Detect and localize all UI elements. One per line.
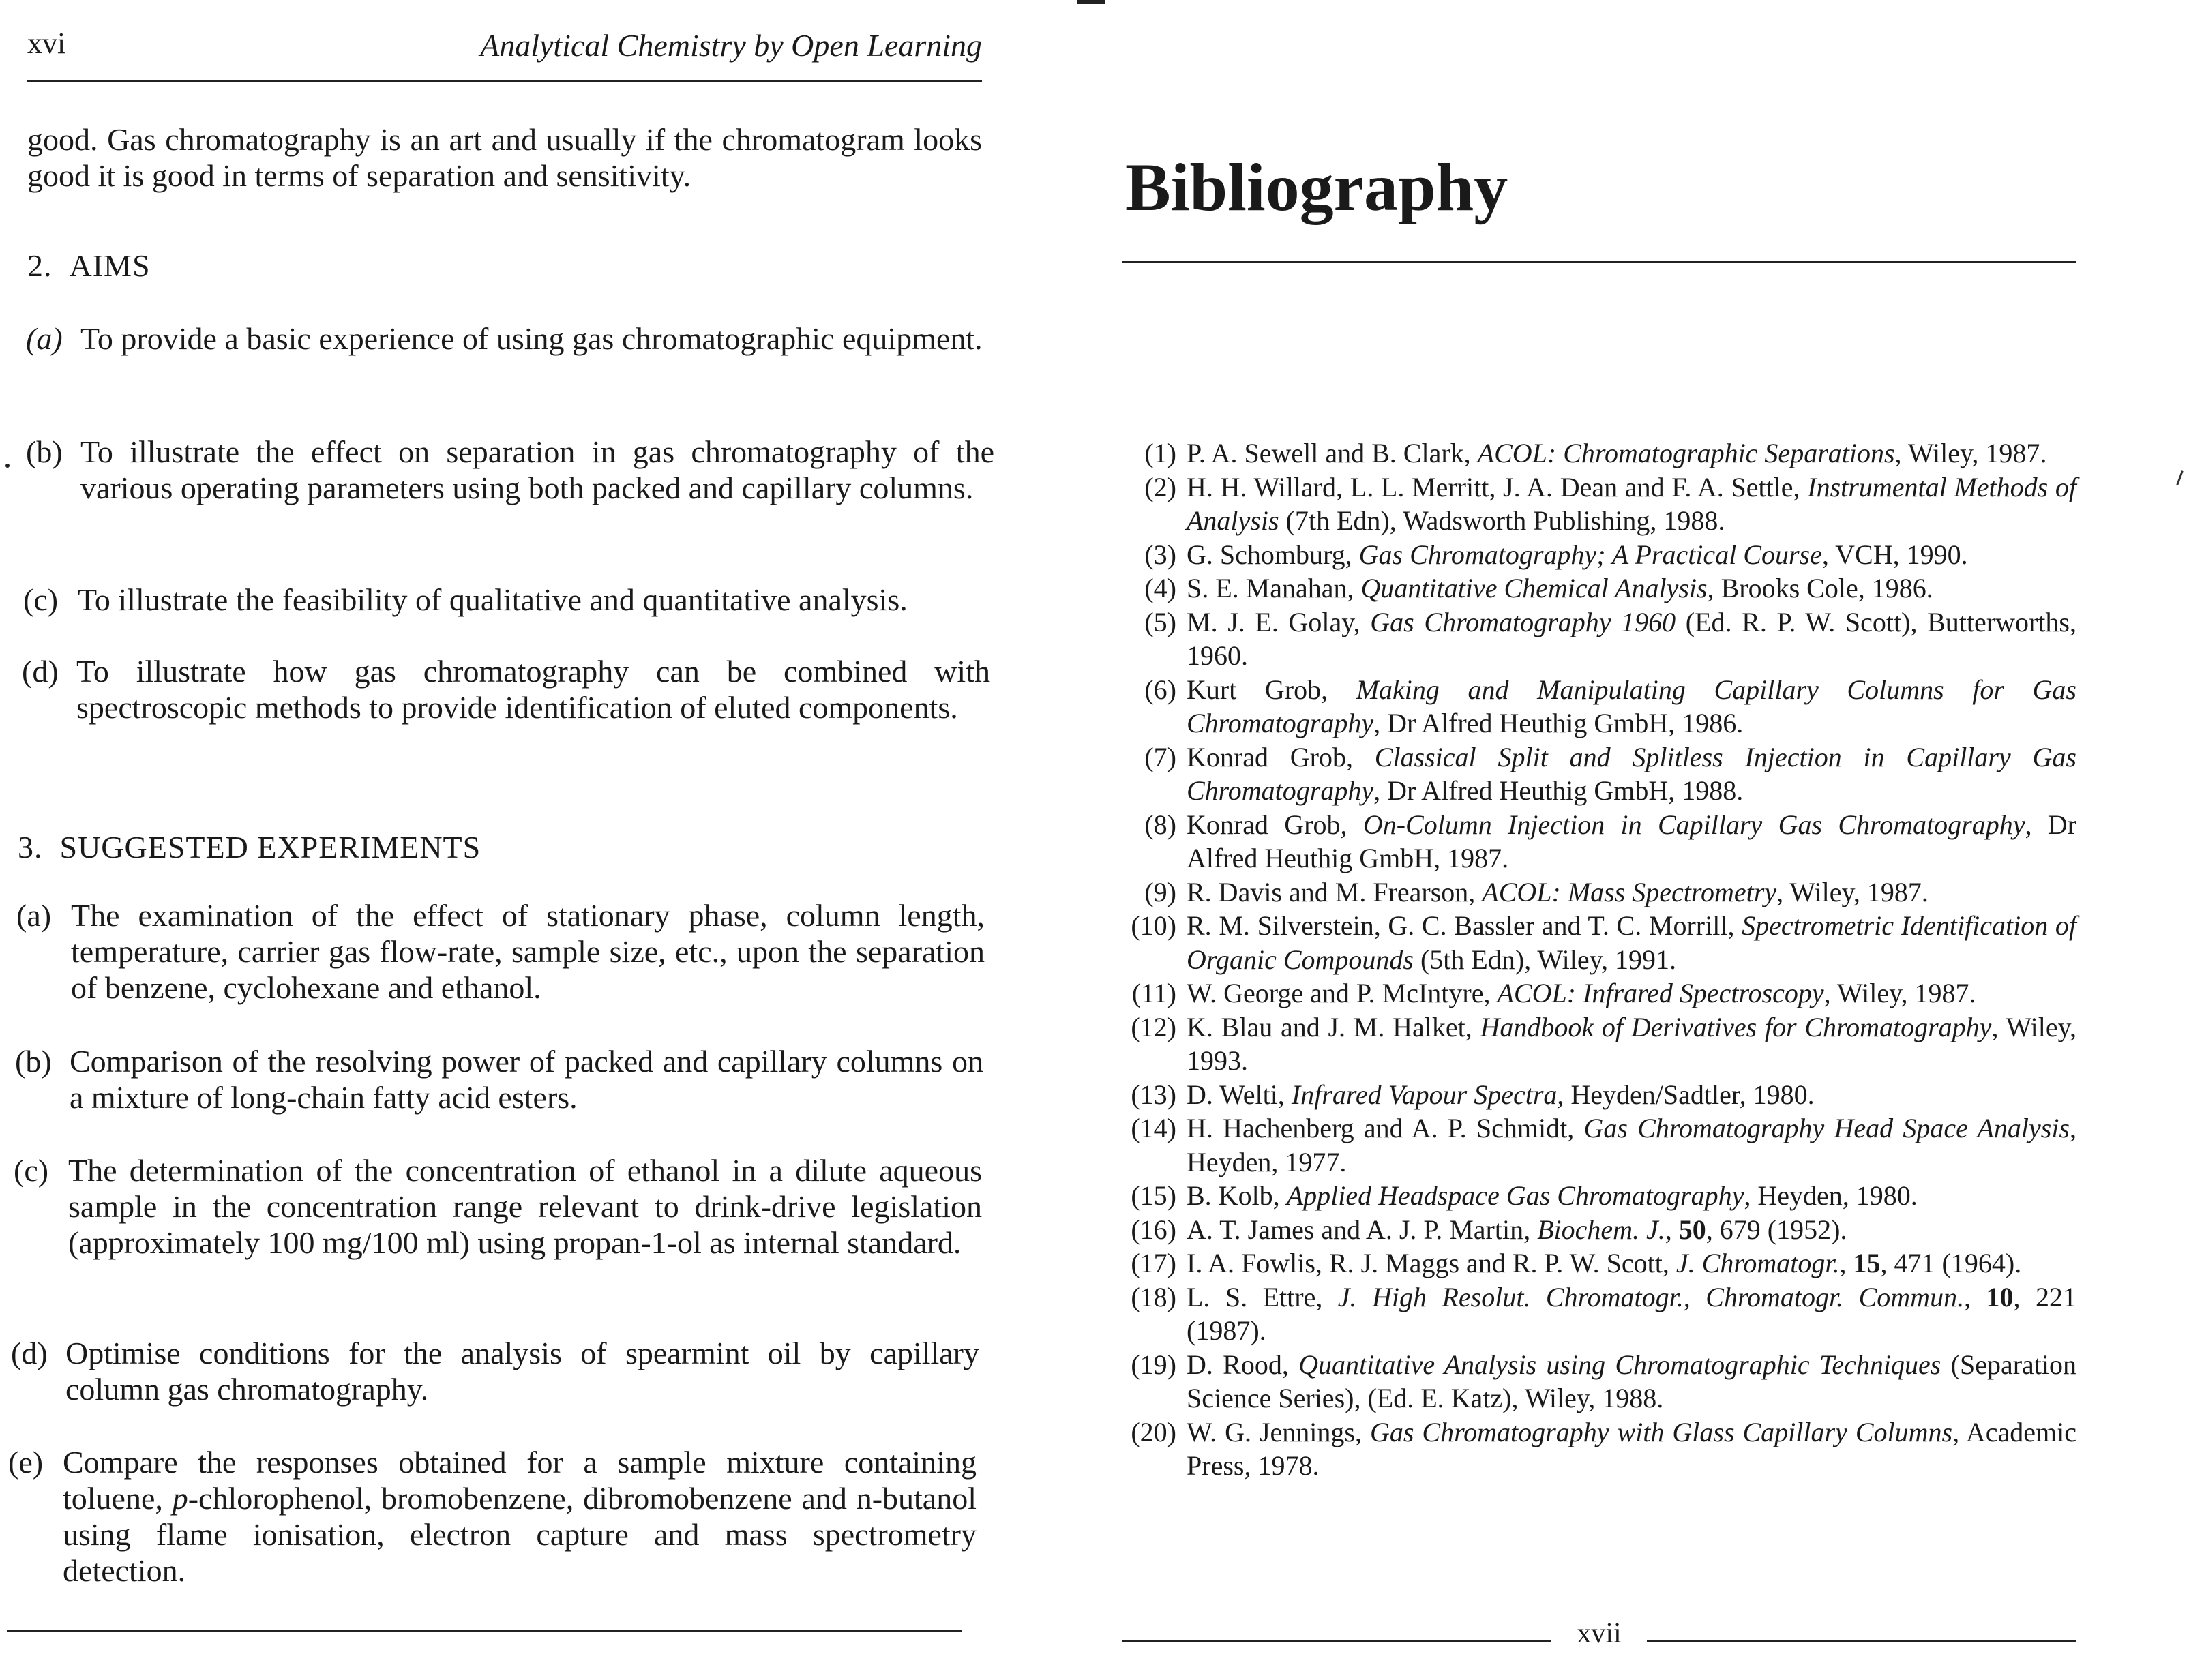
reference-text (1187, 1348, 2076, 1415)
reference-publication: , (1839, 1248, 1853, 1278)
reference-text (1187, 470, 2076, 538)
reference-text (1187, 1078, 2076, 1112)
reference-number: (17) (1131, 1248, 1176, 1278)
item-text: The examination of the effect of stationary phase, column length, temperature, carrier gas flow-rate, sample size, etc., upon the separation of benzene, cyclohexane and ethanol. (71, 898, 985, 1005)
scan-speck (2176, 470, 2183, 485)
reference-authors: W. George and P. McIntyre, (1187, 978, 1498, 1008)
reference-title: Gas Chromatography Head Space Analysis (1583, 1113, 2070, 1143)
reference-title: On-Column Injection in Capillary Gas Chromatography (1362, 809, 2025, 840)
page-title: Bibliography (1125, 149, 1508, 225)
reference-publication: , Wiley, 1987. (1776, 876, 1929, 907)
reference-item (1122, 1111, 2076, 1179)
reference-item (1122, 605, 2076, 673)
reference-text (1187, 875, 2076, 910)
reference-number: (13) (1131, 1079, 1176, 1110)
item-text-part: Compare the responses obtained for a sample mixture containing toluene, (63, 1445, 977, 1516)
reference-item (1122, 740, 2076, 808)
scan-speck (5, 464, 10, 468)
reference-authors: M. J. E. Golay, (1187, 606, 1371, 638)
reference-title: Infrared Vapour Spectra (1291, 1079, 1558, 1110)
reference-item (1122, 1348, 2076, 1415)
reference-title: Spectrometric Identification of Organic Compounds (1187, 910, 2077, 975)
reference-publication: , (1665, 1214, 1679, 1245)
reference-publication: , Brooks Cole, 1986. (1707, 573, 1933, 603)
left-page (0, 0, 1094, 1680)
item-label: (c) (23, 582, 59, 617)
reference-authors: R. M. Silverstein, G. C. Bassler and T. C. Morrill, (1187, 910, 1742, 941)
reference-item (1122, 538, 2076, 572)
aims-item (22, 653, 990, 725)
reference-text (1187, 538, 2076, 572)
reference-number: (18) (1131, 1281, 1176, 1312)
reference-authors: B. Kolb, (1187, 1180, 1287, 1211)
page-number-right: xvii (1577, 1618, 1622, 1649)
page-footer (1122, 1617, 2076, 1651)
reference-item (1122, 1010, 2076, 1078)
reference-text (1187, 436, 2076, 470)
reference-pages: , 679 (1952). (1706, 1214, 1847, 1245)
reference-authors: P. A. Sewell and B. Clark, (1187, 438, 1478, 468)
reference-text (1187, 808, 2076, 875)
reference-number: (20) (1131, 1416, 1176, 1448)
reference-authors: Konrad Grob, (1187, 741, 1375, 772)
item-text: To illustrate the effect on separation in gas chromatography of the various operating parameters using both packed and capillary columns. (80, 434, 994, 505)
reference-title: Making and Manipulating Capillary Columns for Gas Chromatography (1187, 674, 2076, 738)
experiment-item (8, 1444, 977, 1589)
footer-rule (1647, 1640, 2076, 1642)
reference-authors: Kurt Grob, (1187, 674, 1356, 705)
reference-volume: 50 (1678, 1214, 1706, 1245)
reference-text (1187, 1415, 2076, 1483)
reference-item (1122, 1213, 2076, 1247)
item-text-part: -chlorophenol, bromobenzene, dibromobenzene and n-butanol using flame ionisation, electron capture and mass spectrometry detection. (63, 1481, 977, 1588)
reference-authors: K. Blau and J. M. Halket, (1187, 1011, 1480, 1042)
reference-number: (5) (1144, 606, 1176, 638)
experiments-heading: 3. SUGGESTED EXPERIMENTS (18, 830, 481, 865)
reference-publication: , Dr Alfred Heuthig GmbH, 1988. (1373, 775, 1744, 806)
reference-volume: 10 (1986, 1281, 2014, 1312)
reference-publication: , Academic Press, 1978. (1187, 1416, 2077, 1481)
reference-volume: 15 (1853, 1248, 1881, 1278)
reference-number: (9) (1144, 876, 1176, 907)
reference-number: (1) (1144, 438, 1176, 468)
item-label: (d) (22, 654, 59, 689)
reference-authors: W. G. Jennings, (1187, 1416, 1370, 1448)
running-title: Analytical Chemistry by Open Learning (480, 28, 982, 63)
reference-title: J. Chromatogr. (1676, 1248, 1840, 1278)
reference-item (1122, 1280, 2076, 1348)
reference-list (1122, 436, 2076, 1483)
experiment-item (15, 1043, 983, 1115)
item-text: To provide a basic experience of using gas chromatographic equipment. (80, 321, 983, 356)
reference-publication: , (1964, 1281, 1986, 1312)
reference-publication: (7th Edn), Wadsworth Publishing, 1988. (1279, 505, 1725, 536)
reference-authors: Konrad Grob, (1187, 809, 1363, 840)
reference-number: (7) (1144, 741, 1176, 772)
reference-text (1187, 976, 2076, 1010)
item-label: (b) (15, 1044, 52, 1079)
reference-title: Quantitative Analysis using Chromatographic Techniques (1298, 1349, 1941, 1380)
reference-text (1187, 1213, 2076, 1247)
title-rule (1122, 261, 2076, 263)
right-page (1094, 0, 2189, 1680)
reference-publication: , Wiley, 1987. (1823, 978, 1976, 1008)
reference-publication: , Dr Alfred Heuthig GmbH, 1986. (1373, 708, 1744, 738)
reference-item (1122, 1179, 2076, 1213)
reference-title: ACOL: Chromatographic Separations (1477, 438, 1895, 468)
reference-text (1187, 1246, 2076, 1280)
reference-publication: , Dr Alfred Heuthig GmbH, 1987. (1187, 809, 2076, 873)
reference-authors: R. Davis and M. Frearson, (1187, 876, 1483, 907)
experiment-item (14, 1152, 982, 1261)
reference-item (1122, 470, 2076, 538)
reference-authors: D. Welti, (1187, 1079, 1292, 1110)
reference-item (1122, 571, 2076, 605)
reference-title: ACOL: Mass Spectrometry (1482, 876, 1777, 907)
aims-heading: 2. AIMS (27, 248, 151, 283)
item-label: (c) (14, 1153, 49, 1188)
reference-text (1187, 1111, 2076, 1179)
reference-title: Handbook of Derivatives for Chromatography (1480, 1011, 1992, 1042)
reference-authors: G. Schomburg, (1187, 539, 1359, 570)
reference-title: Biochem. J. (1537, 1214, 1665, 1245)
reference-number: (11) (1131, 978, 1176, 1008)
item-text (63, 1444, 977, 1589)
reference-text (1187, 605, 2076, 673)
running-head (27, 23, 982, 85)
item-label: (e) (8, 1445, 44, 1480)
reference-authors: L. S. Ettre, (1187, 1281, 1338, 1312)
reference-item (1122, 875, 2076, 910)
reference-publication: (5th Edn), Wiley, 1991. (1413, 944, 1676, 975)
item-text: Optimise conditions for the analysis of spearmint oil by capillary column gas chromatography. (65, 1336, 979, 1407)
reference-title: Gas Chromatography 1960 (1370, 606, 1676, 638)
reference-text (1187, 740, 2076, 808)
item-text: To illustrate the feasibility of qualitative and quantitative analysis. (78, 582, 908, 617)
reference-authors: D. Rood, (1187, 1349, 1299, 1380)
reference-text (1187, 909, 2076, 976)
aims-item (23, 582, 992, 618)
reference-text (1187, 1280, 2076, 1348)
reference-item (1122, 673, 2076, 740)
reference-title: Classical Split and Splitless Injection in Capillary Gas Chromatography (1187, 741, 2076, 806)
reference-authors: I. A. Fowlis, R. J. Maggs and R. P. W. Scott, (1187, 1248, 1676, 1278)
reference-number: (6) (1144, 674, 1176, 705)
aims-item (26, 434, 994, 506)
reference-text (1187, 1010, 2076, 1078)
reference-number: (19) (1131, 1349, 1176, 1380)
reference-authors: S. E. Manahan, (1187, 573, 1361, 603)
reference-number: (3) (1144, 539, 1176, 570)
reference-item (1122, 976, 2076, 1010)
reference-authors: H. H. Willard, L. L. Merritt, J. A. Dean and F. A. Settle, (1187, 471, 1808, 502)
footer-rule (7, 1630, 962, 1632)
reference-number: (10) (1131, 910, 1176, 941)
reference-publication: , Heyden, 1980. (1744, 1180, 1918, 1211)
reference-publication: , Heyden, 1977. (1187, 1113, 2076, 1178)
reference-item (1122, 436, 2076, 470)
reference-publication: , Wiley, 1993. (1187, 1011, 2077, 1076)
reference-pages: , 221 (1987). (1187, 1281, 2077, 1346)
intro-paragraph: good. Gas chromatography is an art and usually if the chromatogram looks good it is good in terms of separation and sensitivity. (27, 122, 982, 193)
item-label: (a) (26, 321, 63, 356)
reference-title: J. High Resolut. Chromatogr., Chromatogr. Commun. (1337, 1281, 1965, 1312)
reference-item (1122, 1246, 2076, 1280)
header-rule (27, 80, 982, 82)
reference-number: (14) (1131, 1113, 1176, 1143)
reference-authors: H. Hachenberg and A. P. Schmidt, (1187, 1113, 1584, 1143)
reference-text (1187, 673, 2076, 740)
reference-number: (2) (1144, 471, 1176, 502)
reference-item (1122, 1415, 2076, 1483)
reference-item (1122, 909, 2076, 976)
reference-item (1122, 1078, 2076, 1112)
reference-title: Quantitative Chemical Analysis (1360, 573, 1708, 603)
reference-number: (8) (1144, 809, 1176, 840)
reference-publication: , Heyden/Sadtler, 1980. (1557, 1079, 1815, 1110)
reference-title: ACOL: Infrared Spectroscopy (1497, 978, 1824, 1008)
reference-title: Applied Headspace Gas Chromatography (1286, 1180, 1744, 1211)
item-label: (a) (16, 898, 52, 933)
reference-item (1122, 808, 2076, 875)
reference-number: (15) (1131, 1180, 1176, 1211)
item-text: To illustrate how gas chromatography can be combined with spectroscopic methods to provide identification of eluted components. (76, 654, 990, 725)
reference-number: (4) (1144, 573, 1176, 603)
reference-title: Instrumental Methods of Analysis (1187, 471, 2076, 536)
reference-publication: , Wiley, 1987. (1894, 438, 2047, 468)
reference-publication: , VCH, 1990. (1821, 539, 1968, 570)
reference-title: Gas Chromatography; A Practical Course (1358, 539, 1822, 570)
item-label: (d) (11, 1336, 48, 1370)
experiment-item (16, 897, 985, 1006)
item-text: Comparison of the resolving power of packed and capillary columns on a mixture of long-chain fatty acid esters. (70, 1044, 983, 1115)
experiment-item (11, 1335, 979, 1407)
reference-text (1187, 1179, 2076, 1213)
item-label: (b) (26, 434, 63, 469)
reference-text (1187, 571, 2076, 605)
item-text: The determination of the concentration of ethanol in a dilute aqueous sample in the concentration range relevant to drink-drive legislation (approximately 100 mg/100 ml) using propan-1-ol as internal standard. (68, 1153, 982, 1260)
reference-publication: (Separation Science Series), (Ed. E. Katz), Wiley, 1988. (1187, 1349, 2076, 1413)
reference-authors: A. T. James and A. J. P. Martin, (1187, 1214, 1538, 1245)
reference-title: Gas Chromatography with Glass Capillary Columns (1369, 1416, 1953, 1448)
reference-pages: , 471 (1964). (1880, 1248, 2022, 1278)
reference-publication: (Ed. R. P. W. Scott), Butterworths, 1960. (1187, 606, 2076, 671)
reference-number: (12) (1131, 1011, 1176, 1042)
reference-number: (16) (1131, 1214, 1176, 1245)
page-number-left: xvi (27, 27, 66, 60)
item-text-italic: p (172, 1481, 188, 1516)
aims-item (26, 320, 994, 357)
